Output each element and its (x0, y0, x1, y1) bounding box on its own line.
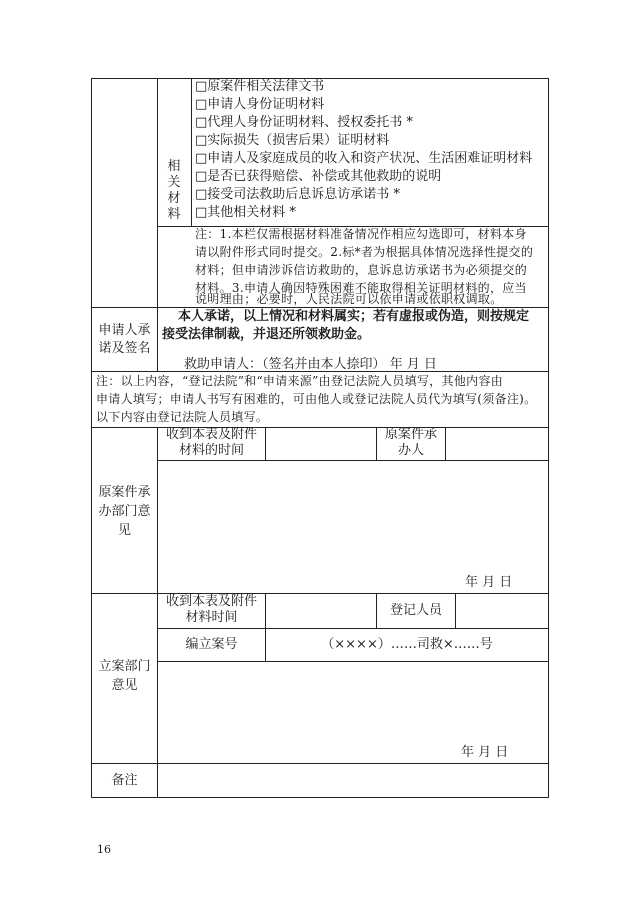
material-checkbox-item[interactable]: □其他相关材料 * (195, 205, 296, 220)
general-note-line: 申请人填写；申请人书写有困难的，可由他人或登记法院人员代为填写(须备注)。 (96, 392, 537, 406)
registrar-field[interactable] (456, 594, 548, 628)
filing-received-time-line: 材料时间 (185, 610, 238, 625)
filing-opinion-date: 年 月 日 (461, 745, 509, 760)
filing-received-time-field[interactable] (266, 594, 376, 628)
materials-note-line: 注：1.本栏仅需根据材料准备情况作相应勾选即可，材料本身 (195, 227, 527, 241)
col-divider (191, 79, 192, 226)
dept-opinion-label-line: 办部门意 (98, 504, 151, 519)
remarks-label: 备注 (111, 773, 138, 788)
materials-note-line: 说明理由；必要时，人民法院可以依申请或依职权调取。 (195, 292, 503, 306)
filing-opinion-label-line: 意见 (111, 678, 138, 693)
material-checkbox-item[interactable]: □接受司法救助后息诉息访承诺书 * (195, 187, 400, 202)
row-divider (157, 628, 548, 629)
page-number: 16 (97, 843, 111, 856)
pledge-label (92, 322, 157, 358)
filing-opinion-label-line: 立案部门 (98, 659, 151, 674)
original-handler-line: 办人 (397, 443, 424, 458)
col-divider (157, 307, 158, 371)
dept-opinion-label-line: 见 (117, 523, 131, 538)
material-checkbox-item[interactable]: □实际损失（损害后果）证明材料 (195, 133, 390, 148)
material-checkbox-item[interactable]: □原案件相关法律文书 (195, 79, 325, 94)
original-handler-label (377, 427, 445, 459)
dept-received-time-field[interactable] (266, 428, 376, 460)
application-form-table (91, 78, 549, 798)
dept-opinion-label-line: 原案件承 (98, 485, 151, 500)
original-handler-line: 原案件承 (384, 427, 437, 442)
materials-note-line: 请以附件形式同时提交。2.标*者为根据具体情况选择性提交的 (195, 245, 534, 259)
filing-received-time-label (158, 594, 265, 626)
materials-note-line: 材料。3.申请人确因特殊困难不能取得相关证明材料的，应当 (195, 281, 527, 295)
case-number-field[interactable]: （××××）……司救×……号 (321, 637, 493, 652)
dept-opinion-label (92, 483, 157, 540)
case-number-label: 编立案号 (185, 637, 238, 652)
materials-note-line: 材料；但申请涉诉信访救助的，息诉息访承诺书为必须提交的 (195, 263, 528, 277)
pledge-statement: 本人承诺，以上情况和材料属实；若有虚报或伪造，则按规定 (178, 309, 530, 324)
pledge-label-line: 申请人承 (98, 323, 151, 338)
dept-received-time-line: 收到本表及附件 (165, 427, 257, 442)
general-note-line: 注：以上内容，“登记法院”和“申请来源”由登记法院人员填写，其他内容由 (96, 374, 504, 388)
material-checkbox-item[interactable]: □申请人及家庭成员的收入和资产状况、生活困难证明材料 (195, 151, 533, 166)
registrar-label: 登记人员 (389, 603, 442, 618)
original-handler-field[interactable] (446, 428, 548, 460)
dept-opinion-date: 年 月 日 (465, 575, 513, 590)
material-checkbox-item[interactable]: □代理人身份证明材料、授权委托书 * (195, 115, 413, 130)
materials-label: 相关材料 (167, 159, 181, 222)
filing-opinion-label (92, 657, 157, 695)
pledge-statement: 接受法律制裁，并退还所领救助金。 (162, 327, 371, 342)
applicant-signature-line[interactable]: 救助申请人：（签名并由本人捺印） 年 月 日 (184, 357, 437, 372)
dept-received-time-line: 材料的时间 (178, 443, 244, 458)
material-checkbox-item[interactable]: □申请人身份证明材料 (195, 97, 325, 112)
material-checkbox-item[interactable]: □是否已获得赔偿、补偿或其他救助的说明 (195, 169, 442, 184)
dept-received-time-label (158, 427, 265, 459)
remarks-field[interactable] (158, 764, 548, 797)
general-note-line: 以下内容由登记法院人员填写。 (96, 410, 269, 424)
pledge-label-line: 诺及签名 (98, 341, 151, 356)
filing-received-time-line: 收到本表及附件 (165, 594, 257, 609)
